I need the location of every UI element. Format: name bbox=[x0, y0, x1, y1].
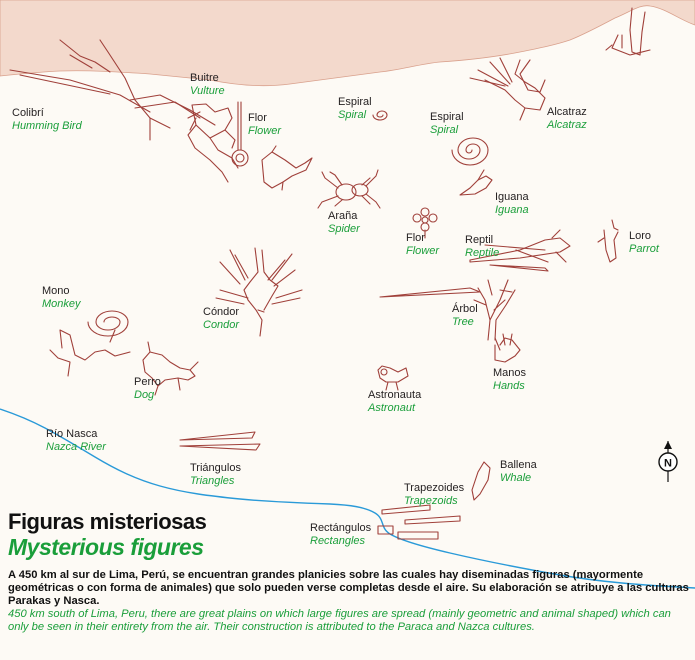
label-es: Triángulos bbox=[190, 462, 241, 474]
label-en: Trapezoids bbox=[404, 495, 458, 507]
label-es: Trapezoides bbox=[404, 482, 465, 494]
label-astronauta bbox=[368, 389, 421, 415]
label-en: Triangles bbox=[190, 475, 235, 487]
label-en: Dog bbox=[134, 389, 155, 401]
label-es: Árbol bbox=[452, 303, 478, 315]
label-flor-1 bbox=[248, 112, 281, 138]
label-en: Vulture bbox=[190, 85, 225, 97]
monkey-figure bbox=[50, 311, 130, 376]
flower-figure-1 bbox=[232, 102, 248, 166]
label-manos bbox=[493, 367, 526, 393]
label-en: Monkey bbox=[42, 298, 81, 310]
label-es: Manos bbox=[493, 367, 527, 379]
label-es: Flor bbox=[406, 232, 425, 244]
triangles-figure bbox=[180, 432, 260, 450]
label-en: Spider bbox=[328, 223, 360, 235]
label-es: Mono bbox=[42, 285, 70, 297]
label-buitre bbox=[190, 72, 225, 98]
label-loro bbox=[629, 230, 659, 256]
label-iguana bbox=[495, 191, 529, 217]
label-en: Rectangles bbox=[310, 535, 366, 547]
north-letter: N bbox=[664, 457, 672, 470]
label-en: Astronaut bbox=[368, 402, 416, 414]
description-es: A 450 km al sur de Lima, Perú, se encuentran grandes planicies sobre las cuales hay diseminadas figuras (mayormente geométricas o con forma de animales) que solo pueden verse completas desde el aire. Su elaboración se atribuye a las culturas Parakas y Nasca. bbox=[8, 569, 689, 607]
label-en: Flower bbox=[406, 245, 440, 257]
label-en: Alcatraz bbox=[547, 119, 587, 131]
label-rio-nasca bbox=[46, 428, 106, 454]
alcatraz-figure bbox=[470, 58, 545, 120]
label-en: Iguana bbox=[495, 204, 529, 216]
astronaut-figure bbox=[378, 366, 408, 390]
label-en: Tree bbox=[452, 316, 474, 328]
label-es: Iguana bbox=[495, 191, 529, 203]
long-line-2 bbox=[490, 265, 548, 271]
label-es: Ballena bbox=[500, 459, 537, 471]
label-es: Perro bbox=[134, 376, 161, 388]
label-espiral-1 bbox=[338, 96, 372, 122]
label-en: Condor bbox=[203, 319, 240, 331]
label-triangulos bbox=[190, 462, 241, 488]
label-es: Espiral bbox=[338, 96, 372, 108]
label-espiral-2 bbox=[430, 111, 464, 137]
small-bird-figure bbox=[262, 146, 312, 190]
label-condor bbox=[203, 306, 239, 332]
label-es: Flor bbox=[248, 112, 267, 124]
label-en: Parrot bbox=[629, 243, 659, 255]
label-trapezoides bbox=[404, 482, 464, 508]
title-es: Figuras misteriosas bbox=[8, 509, 207, 534]
spiral-figure-2 bbox=[452, 138, 488, 165]
spiral-figure-1 bbox=[373, 111, 387, 120]
north-arrow-icon bbox=[656, 439, 680, 484]
label-perro bbox=[134, 376, 161, 402]
iguana-figure bbox=[460, 170, 492, 195]
label-arbol bbox=[452, 303, 478, 329]
mountain-range bbox=[0, 0, 695, 86]
parrot-figure bbox=[598, 220, 618, 262]
label-mono bbox=[42, 285, 81, 311]
label-es: Buitre bbox=[190, 72, 219, 84]
label-en: Humming Bird bbox=[12, 120, 82, 132]
spider-figure bbox=[318, 170, 380, 208]
label-en: Hands bbox=[493, 380, 525, 392]
label-es: Rectángulos bbox=[310, 522, 372, 534]
label-es: Colibrí bbox=[12, 107, 44, 119]
long-line-1 bbox=[380, 288, 480, 297]
description bbox=[8, 569, 692, 634]
page-title bbox=[8, 509, 206, 560]
label-ballena bbox=[500, 459, 537, 485]
label-en: Spiral bbox=[338, 109, 367, 121]
label-colibri bbox=[12, 107, 82, 133]
tree-figure bbox=[474, 280, 515, 340]
label-flor-2 bbox=[406, 232, 439, 258]
label-arana bbox=[328, 210, 360, 236]
hands-figure bbox=[495, 334, 520, 362]
label-en: Whale bbox=[500, 472, 532, 484]
label-alcatraz bbox=[547, 106, 587, 132]
whale-figure bbox=[472, 462, 490, 500]
label-en: Spiral bbox=[430, 124, 459, 136]
label-en: Flower bbox=[248, 125, 282, 137]
label-es: Río Nasca bbox=[46, 428, 98, 440]
label-reptil bbox=[465, 234, 499, 260]
label-es: Cóndor bbox=[203, 306, 240, 318]
title-en: Mysterious figures bbox=[8, 534, 204, 560]
label-es: Astronauta bbox=[368, 389, 422, 401]
label-en: Nazca River bbox=[46, 441, 106, 453]
label-es: Alcatraz bbox=[547, 106, 587, 118]
description-en: 450 km south of Lima, Peru, there are great plains on which large figures are spread (mainly geometric and animal shaped) which can only be seen in their entirety from the air. Their construction is attributed to the Paraca and Nazca cultures. bbox=[8, 608, 671, 633]
label-es: Reptil bbox=[465, 234, 494, 246]
label-es: Espiral bbox=[430, 111, 464, 123]
label-es: Araña bbox=[328, 210, 358, 222]
label-en: Reptile bbox=[465, 247, 500, 259]
label-es: Loro bbox=[629, 230, 652, 242]
label-rectangulos bbox=[310, 522, 371, 548]
